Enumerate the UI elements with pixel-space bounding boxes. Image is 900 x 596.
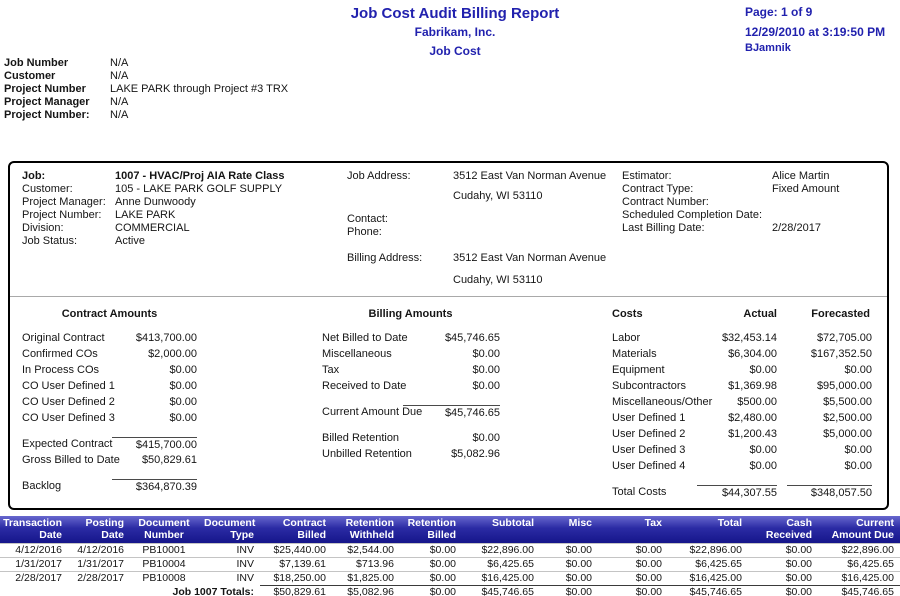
filter-label: Project Number <box>4 83 86 95</box>
filter-value: N/A <box>110 109 129 121</box>
contract-type-value: Fixed Amount <box>772 183 840 195</box>
retention-withheld: $2,544.00 <box>332 544 400 558</box>
cost-forecast-value: $2,500.00 <box>823 412 872 424</box>
column-header-line1: Document <box>204 517 256 529</box>
tax: $0.00 <box>598 572 668 586</box>
column-header-line2: Received <box>765 529 812 541</box>
cost-actual-value: $1,200.43 <box>728 428 777 440</box>
column-header-line2: Misc <box>568 517 592 529</box>
job-info-label: Division: <box>22 222 64 234</box>
cost-actual-value: $6,304.00 <box>728 348 777 360</box>
posting-date: 4/12/2016 <box>68 544 130 558</box>
estimator-label: Estimator: <box>622 170 672 182</box>
amount-label: Backlog <box>22 480 62 492</box>
scheduled-completion-label: Scheduled Completion Date: <box>622 209 763 221</box>
column-header-line2: Withheld <box>349 529 394 541</box>
posting-date: 2/28/2017 <box>68 572 130 586</box>
contract-amount-row <box>22 453 210 469</box>
job-info-value: Anne Dunwoody <box>115 196 196 208</box>
billing-amount-row <box>322 379 500 395</box>
contract-amount-row <box>22 479 210 495</box>
estimator-value: Alice Martin <box>772 170 830 182</box>
cost-row <box>612 363 872 379</box>
column-header-line1: Cash <box>786 517 812 529</box>
contract-amount-row <box>22 331 210 347</box>
billing-amount-row <box>322 431 500 447</box>
column-header-line1: Current <box>856 517 894 529</box>
costs-section <box>612 331 872 501</box>
cost-label: User Defined 1 <box>612 412 686 424</box>
job-info-label: Project Number: <box>22 209 102 221</box>
amount-label: Billed Retention <box>322 432 400 444</box>
costs-actual-column-header: Actual <box>743 308 777 320</box>
cost-label: Labor <box>612 332 641 344</box>
misc: $0.00 <box>540 558 598 572</box>
cost-forecast-value: $167,352.50 <box>810 348 872 360</box>
column-header <box>748 516 818 544</box>
column-header-line1: Transaction <box>3 517 62 529</box>
job-info-value: 1007 - HVAC/Proj AIA Rate Class <box>115 170 285 182</box>
cost-row <box>612 411 872 427</box>
job-info-label: Job: <box>22 170 46 182</box>
amount-label: Unbilled Retention <box>322 448 412 460</box>
job-info-row <box>22 170 285 183</box>
column-header-line1: Posting <box>85 517 124 529</box>
billing-address-label: Billing Address: <box>347 252 423 264</box>
cost-row <box>612 427 872 443</box>
amount-value: $413,700.00 <box>135 332 197 344</box>
column-header-line2: Billed <box>427 529 456 541</box>
cash-received: $0.00 <box>748 544 818 558</box>
billing-amount-row <box>322 347 500 363</box>
cost-forecast-value: $72,705.00 <box>816 332 872 344</box>
current-amount-due: $22,896.00 <box>818 544 900 558</box>
contract-amount-row <box>22 411 210 427</box>
transaction-date: 1/31/2017 <box>0 558 68 572</box>
totals-label: Job 1007 Totals: <box>172 585 254 596</box>
cost-row <box>612 459 872 475</box>
column-header <box>668 516 748 544</box>
column-header-line2: Date <box>101 529 124 541</box>
cost-actual-value: $0.00 <box>749 364 777 376</box>
amount-label: Confirmed COs <box>22 348 98 360</box>
totals-tax: $0.00 <box>598 586 668 596</box>
filter-value: N/A <box>110 57 129 69</box>
cost-actual-value: $44,307.55 <box>697 485 777 500</box>
report-filters <box>4 57 288 122</box>
retention-withheld: $713.96 <box>332 558 400 572</box>
cost-actual-value: $0.00 <box>749 444 777 456</box>
amount-value: $2,000.00 <box>148 348 197 360</box>
cost-label: Miscellaneous/Other <box>612 396 713 408</box>
job-address-line1: 3512 East Van Norman Avenue <box>453 170 607 182</box>
amount-value: $45,746.65 <box>403 405 500 420</box>
transaction-row <box>0 572 900 586</box>
printed-by-user: BJamnik <box>745 42 791 54</box>
totals-retention-withheld: $5,082.96 <box>332 586 400 596</box>
billing-amounts-section <box>322 331 500 463</box>
job-info-row <box>22 196 285 209</box>
column-header <box>332 516 400 544</box>
totals-contract-billed: $50,829.61 <box>260 586 332 596</box>
filter-row <box>4 57 288 70</box>
amount-value: $0.00 <box>472 432 500 444</box>
cash-received: $0.00 <box>748 572 818 586</box>
amount-label: CO User Defined 1 <box>22 380 115 392</box>
cost-label: User Defined 3 <box>612 444 686 456</box>
transactions-table-body <box>0 544 900 586</box>
document-type: INV <box>202 544 260 558</box>
retention-billed: $0.00 <box>400 572 462 586</box>
column-header <box>400 516 462 544</box>
cost-row <box>612 347 872 363</box>
contract-amount-row <box>22 379 210 395</box>
cost-forecast-value: $5,500.00 <box>823 396 872 408</box>
transaction-row <box>0 558 900 572</box>
misc: $0.00 <box>540 544 598 558</box>
amount-value: $0.00 <box>169 380 197 392</box>
filter-row <box>4 83 288 96</box>
page-indicator: Page: 1 of 9 <box>745 5 813 19</box>
job-detail-box <box>8 161 889 510</box>
contract-amounts-heading: Contract Amounts <box>61 308 158 320</box>
billing-amount-row <box>322 405 500 421</box>
amount-label: CO User Defined 2 <box>22 396 115 408</box>
transactions-header-row <box>0 516 900 544</box>
job-info-row <box>22 222 285 235</box>
filter-label: Job Number <box>4 57 69 69</box>
retention-billed: $0.00 <box>400 544 462 558</box>
totals-total: $45,746.65 <box>668 586 748 596</box>
totals-retention-billed: $0.00 <box>400 586 462 596</box>
phone-label: Phone: <box>347 226 382 238</box>
amount-value: $50,829.61 <box>141 454 197 466</box>
amount-label: Expected Contract <box>22 438 113 450</box>
cost-row <box>612 443 872 459</box>
amount-label: CO User Defined 3 <box>22 412 115 424</box>
amount-label: Current Amount Due <box>322 406 423 418</box>
last-billing-date-value: 2/28/2017 <box>772 222 821 234</box>
job-info-label: Job Status: <box>22 235 78 247</box>
filter-label: Project Manager <box>4 96 90 108</box>
tax: $0.00 <box>598 558 668 572</box>
document-number: PB10001 <box>130 544 202 558</box>
column-header <box>130 516 202 544</box>
cost-forecast-value: $0.00 <box>844 460 872 472</box>
retention-withheld: $1,825.00 <box>332 572 400 586</box>
cost-label: Total Costs <box>612 486 667 498</box>
contract-amount-row <box>22 437 210 453</box>
transactions-table <box>0 516 900 596</box>
contract-billed: $18,250.00 <box>260 572 332 586</box>
column-header-line1: Document <box>138 517 190 529</box>
column-header <box>68 516 130 544</box>
costs-heading: Costs <box>612 308 643 320</box>
cost-actual-value: $1,369.98 <box>728 380 777 392</box>
billing-address-line2: Cudahy, WI 53110 <box>453 274 543 286</box>
current-amount-due: $6,425.65 <box>818 558 900 572</box>
column-header-line2: Total <box>717 517 742 529</box>
job-info-row <box>22 235 285 248</box>
total: $22,896.00 <box>668 544 748 558</box>
column-header-line2: Subtotal <box>492 517 534 529</box>
amount-value: $0.00 <box>169 396 197 408</box>
job-info-value: 105 - LAKE PARK GOLF SUPPLY <box>115 183 283 195</box>
filter-value: N/A <box>110 96 129 108</box>
filter-row <box>4 96 288 109</box>
contract-billed: $25,440.00 <box>260 544 332 558</box>
amount-value: $0.00 <box>169 412 197 424</box>
amount-label: Received to Date <box>322 380 407 392</box>
costs-forecasted-column-header: Forecasted <box>811 308 870 320</box>
column-header-line2: Billed <box>297 529 326 541</box>
filter-row <box>4 70 288 83</box>
misc: $0.00 <box>540 572 598 586</box>
job-info-value: LAKE PARK <box>115 209 176 221</box>
column-header-line1: Retention <box>407 517 456 529</box>
report-module: Job Cost <box>429 44 481 58</box>
transaction-date: 4/12/2016 <box>0 544 68 558</box>
cost-forecast-value: $95,000.00 <box>816 380 872 392</box>
billing-amounts-heading: Billing Amounts <box>368 308 453 320</box>
amount-label: Miscellaneous <box>322 348 392 360</box>
billing-amount-row <box>322 331 500 347</box>
amount-label: In Process COs <box>22 364 100 376</box>
cash-received: $0.00 <box>748 558 818 572</box>
document-type: INV <box>202 558 260 572</box>
report-meta <box>745 5 885 54</box>
column-header-line2: Amount Due <box>831 529 894 541</box>
job-info-row <box>22 209 285 222</box>
amount-value: $5,082.96 <box>451 448 500 460</box>
total: $16,425.00 <box>668 572 748 586</box>
last-billing-date-label: Last Billing Date: <box>622 222 705 234</box>
job-address-label: Job Address: <box>347 170 411 182</box>
totals-row <box>0 586 900 596</box>
column-header <box>202 516 260 544</box>
column-header-line1: Retention <box>345 517 394 529</box>
job-info-label: Project Manager: <box>22 196 106 208</box>
job-info-value: COMMERCIAL <box>115 222 190 234</box>
cost-row <box>612 485 872 501</box>
document-number: PB10008 <box>130 572 202 586</box>
transactions-totals <box>0 586 900 596</box>
cost-row <box>612 379 872 395</box>
amount-value: $415,700.00 <box>112 437 197 452</box>
subtotal: $16,425.00 <box>462 572 540 586</box>
amount-value: $0.00 <box>472 348 500 360</box>
amount-value: $364,870.39 <box>112 479 197 494</box>
cost-actual-value: $0.00 <box>749 460 777 472</box>
cost-forecast-value: $5,000.00 <box>823 428 872 440</box>
amount-value: $0.00 <box>472 364 500 376</box>
cost-actual-value: $2,480.00 <box>728 412 777 424</box>
filter-value: N/A <box>110 70 129 82</box>
column-header-line2: Tax <box>644 517 662 529</box>
cost-label: User Defined 2 <box>612 428 686 440</box>
job-info-label: Customer: <box>22 183 73 195</box>
company-name: Fabrikam, Inc. <box>414 25 496 39</box>
contract-type-label: Contract Type: <box>622 183 694 195</box>
billing-amount-row <box>322 363 500 379</box>
filter-row <box>4 109 288 122</box>
totals-misc: $0.00 <box>540 586 598 596</box>
amount-value: $45,746.65 <box>444 332 500 344</box>
cost-forecast-value: $0.00 <box>844 444 872 456</box>
billing-amount-row <box>322 447 500 463</box>
filter-label: Customer <box>4 70 56 82</box>
amount-label: Net Billed to Date <box>322 332 408 344</box>
job-info-row <box>22 183 285 196</box>
retention-billed: $0.00 <box>400 558 462 572</box>
contract-amounts-section <box>22 331 210 495</box>
current-amount-due: $16,425.00 <box>818 572 900 586</box>
amount-label: Tax <box>322 364 340 376</box>
job-info-value: Active <box>115 235 145 247</box>
cost-actual-value: $500.00 <box>737 396 777 408</box>
amount-label: Original Contract <box>22 332 105 344</box>
column-header-line2: Number <box>144 529 184 541</box>
job-identification <box>22 170 285 248</box>
contract-amount-row <box>22 363 210 379</box>
contract-amount-row <box>22 395 210 411</box>
totals-current-amount-due: $45,746.65 <box>818 586 900 596</box>
contact-label: Contact: <box>347 213 388 225</box>
job-address-line2: Cudahy, WI 53110 <box>453 190 543 202</box>
transaction-row <box>0 544 900 558</box>
transaction-date: 2/28/2017 <box>0 572 68 586</box>
column-header <box>0 516 68 544</box>
contract-billed: $7,139.61 <box>260 558 332 572</box>
totals-cash-received: $0.00 <box>748 586 818 596</box>
cost-row <box>612 331 872 347</box>
cost-label: Equipment <box>612 364 665 376</box>
cost-forecast-value: $348,057.50 <box>787 485 872 500</box>
column-header <box>818 516 900 544</box>
column-header-line2: Type <box>230 529 254 541</box>
cost-actual-value: $32,453.14 <box>721 332 777 344</box>
subtotal: $6,425.65 <box>462 558 540 572</box>
filter-label: Project Number: <box>4 109 90 121</box>
box-divider <box>10 296 887 297</box>
cost-label: Subcontractors <box>612 380 686 392</box>
transactions-table-header <box>0 516 900 544</box>
cost-label: User Defined 4 <box>612 460 686 472</box>
totals-subtotal: $45,746.65 <box>462 586 540 596</box>
column-header <box>260 516 332 544</box>
amount-value: $0.00 <box>169 364 197 376</box>
contract-number-label: Contract Number: <box>622 196 709 208</box>
cost-row <box>612 395 872 411</box>
posting-date: 1/31/2017 <box>68 558 130 572</box>
column-header <box>598 516 668 544</box>
document-type: INV <box>202 572 260 586</box>
document-number: PB10004 <box>130 558 202 572</box>
column-header-line2: Date <box>39 529 62 541</box>
cost-forecast-value: $0.00 <box>844 364 872 376</box>
column-header <box>540 516 598 544</box>
totals-spacer <box>0 586 130 596</box>
amount-value: $0.00 <box>472 380 500 392</box>
contract-amount-row <box>22 347 210 363</box>
column-header <box>462 516 540 544</box>
billing-address-line1: 3512 East Van Norman Avenue <box>453 252 607 264</box>
cost-label: Materials <box>612 348 657 360</box>
total: $6,425.65 <box>668 558 748 572</box>
report-title: Job Cost Audit Billing Report <box>350 5 560 22</box>
column-header-line1: Contract <box>282 517 326 529</box>
filter-value: LAKE PARK through Project #3 TRX <box>110 83 289 95</box>
tax: $0.00 <box>598 544 668 558</box>
print-datetime: 12/29/2010 at 3:19:50 PM <box>745 25 886 39</box>
subtotal: $22,896.00 <box>462 544 540 558</box>
amount-label: Gross Billed to Date <box>22 454 120 466</box>
